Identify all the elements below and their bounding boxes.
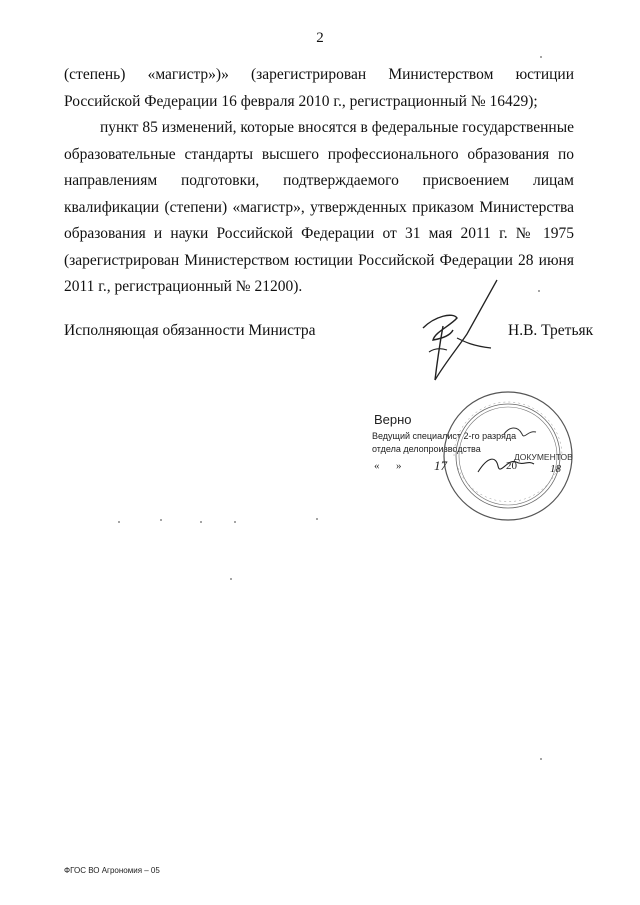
stamp-year: 18 [550,463,561,475]
paragraph-2: пункт 85 изменений, которые вносятся в федеральные государственные образовательные стандарты высшего профессионального образования по направлениям подготовки, подтверждаемого присвоением лицам квалификации (степени) «магистр», утвержденных приказом Министерства образования и науки Российской Федерации от 31 мая 2011 г. № 1975 (зарегистрирован Министерством юстиции Российской Федерации 28 июня 2011 г., регистрационный № 21200). [64,119,574,295]
scan-speck [160,519,162,521]
paragraph-1: (степень) «магистр»)» (зарегистрирован Министерством юстиции Российской Федерации 16 февраля 2010 г., регистрационный № 16429); [64,66,574,110]
scan-speck [230,578,232,580]
date-open-quote: « [374,460,380,472]
scan-speck [234,521,236,523]
scan-speck [316,518,318,520]
date-year-prefix: 20 [506,460,517,472]
stamp-day: 17 [434,458,447,473]
signatory-role: Исполняющая обязанности Министра [64,322,316,339]
certification-position: Ведущий специалист 2-го разряда [372,431,517,441]
certification-department: отдела делопроизводства [372,444,481,454]
footer-document-code: ФГОС ВО Агрономия – 05 [64,866,160,875]
stamp-label: ДОКУМЕНТОВ [514,452,573,462]
certification-title: Верно [374,412,412,427]
scan-speck [118,521,120,523]
scan-speck [200,521,202,523]
handwritten-signature [395,268,505,388]
scan-speck [538,290,540,292]
scan-speck [540,56,542,58]
signatory-name: Н.В. Третьяк [508,322,594,339]
official-seal [434,386,578,526]
date-close-quote: » [396,460,402,472]
page-number: 2 [316,30,324,46]
scan-speck [540,758,542,760]
